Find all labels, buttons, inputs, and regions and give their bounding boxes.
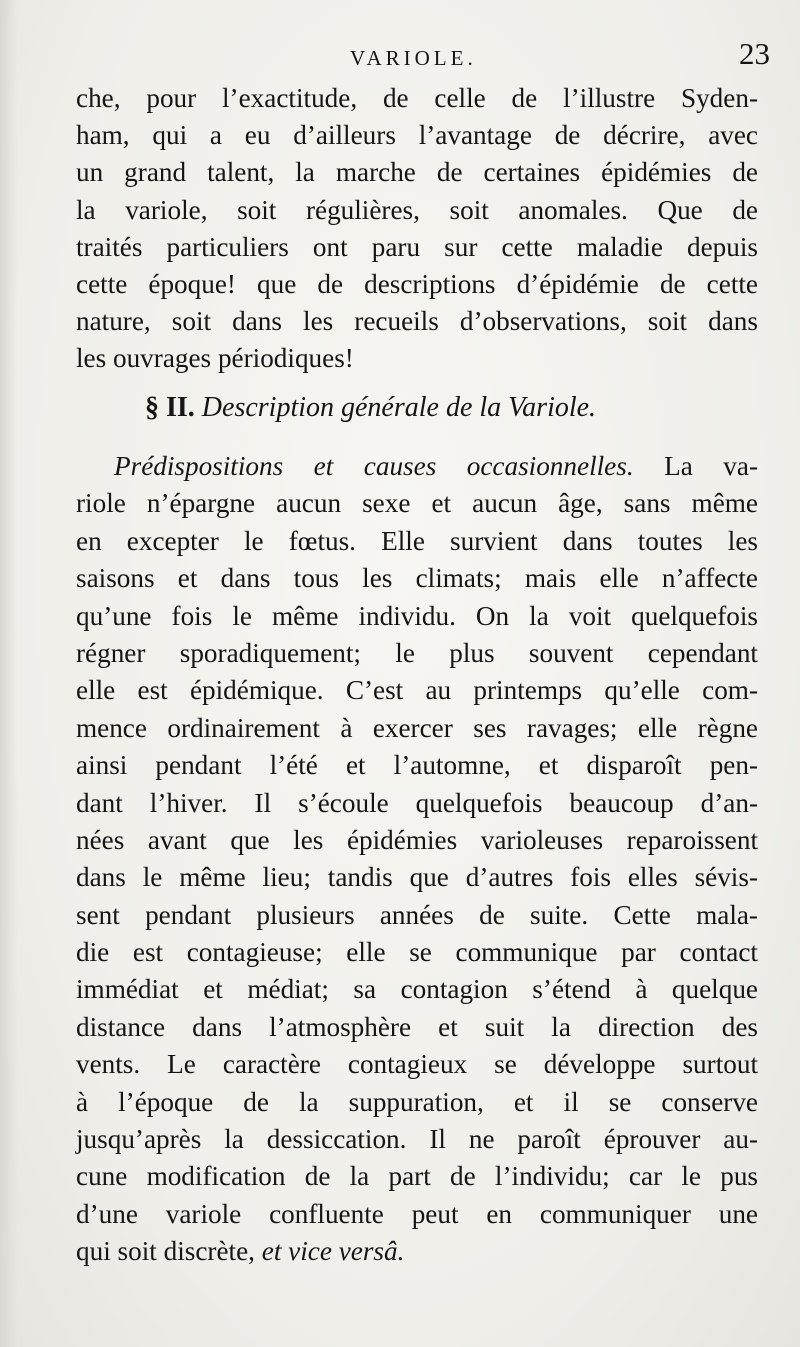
paragraph-2 [76, 448, 758, 1271]
final-italic: et vice versâ. [261, 1236, 405, 1267]
text-line: d’une variole confluente peut en communiquer une [76, 1198, 758, 1229]
lead-rest: La va- [633, 451, 759, 481]
text-line: mence ordinairement à exercer ses ravages; elle règne [76, 712, 758, 743]
text-line: cune modification de la part de l’individu; car le pus [76, 1161, 758, 1192]
text-line: ham, qui a eu d’ailleurs l’avantage de décrire, avec [76, 120, 758, 151]
page-gutter-shadow [0, 0, 18, 1347]
text-line: elle est épidémique. C’est au printemps qu’elle com- [76, 675, 758, 706]
text-line: les ouvrages périodiques! [76, 343, 354, 374]
lead-italic: Prédispositions et causes occasionnelles. [114, 451, 634, 481]
text-line: immédiat et médiat; sa contagion s’étend à quelque [76, 974, 758, 1005]
text-line: vents. Le caractère contagieux se développe surtout [76, 1049, 758, 1080]
section-title: Description générale de la Variole. [201, 392, 597, 423]
text-line: à l’époque de la suppuration, et il se conserve [76, 1086, 758, 1117]
text-line: en excepter le fœtus. Elle survient dans toutes les [76, 525, 758, 556]
section-number: § II. [145, 392, 195, 423]
text-line: la variole, soit régulières, soit anomales. Que de [76, 194, 758, 225]
text-line: sent pendant plusieurs années de suite. Cette mala- [76, 899, 758, 930]
text-line: che, pour l’exactitude, de celle de l’illustre Syden- [76, 83, 758, 113]
section-heading [145, 392, 596, 424]
text-line: die est contagieuse; elle se communique par contact [76, 937, 758, 968]
text-line: cette époque! que de descriptions d’épidémie de cette [76, 268, 758, 299]
text-line: riole n’épargne aucun sexe et aucun âge, sans même [76, 488, 758, 519]
text-line-lead [76, 448, 758, 485]
text-line: nature, soit dans les recueils d’observations, soit dans [76, 306, 758, 337]
paragraph-1 [76, 80, 758, 378]
text-line: saisons et dans tous les climats; mais elle n’affecte [76, 563, 758, 594]
text-line-final [76, 1233, 758, 1270]
running-head: VARIOLE. [350, 46, 477, 70]
text-line: ainsi pendant l’été et l’automne, et disparoît pen- [76, 750, 758, 781]
text-line: nées avant que les épidémies varioleuses reparoissent [76, 824, 758, 855]
text-line: dant l’hiver. Il s’écoule quelquefois beaucoup d’an- [76, 787, 758, 818]
text-line: traités particuliers ont paru sur cette maladie depuis [76, 231, 758, 262]
page-header [80, 36, 770, 76]
text-line: jusqu’après la dessiccation. Il ne paroît éprouver au- [76, 1124, 758, 1155]
text-line: un grand talent, la marche de certaines épidémies de [76, 157, 758, 188]
final-plain: qui soit discrète, [76, 1236, 262, 1267]
text-line: qu’une fois le même individu. On la voit quelquefois [76, 600, 758, 631]
text-line: régner sporadiquement; le plus souvent cependant [76, 637, 758, 668]
text-line: dans le même lieu; tandis que d’autres fois elles sévis- [76, 862, 758, 893]
page-number: 23 [739, 36, 770, 71]
text-line: distance dans l’atmosphère et suit la direction des [76, 1011, 758, 1042]
